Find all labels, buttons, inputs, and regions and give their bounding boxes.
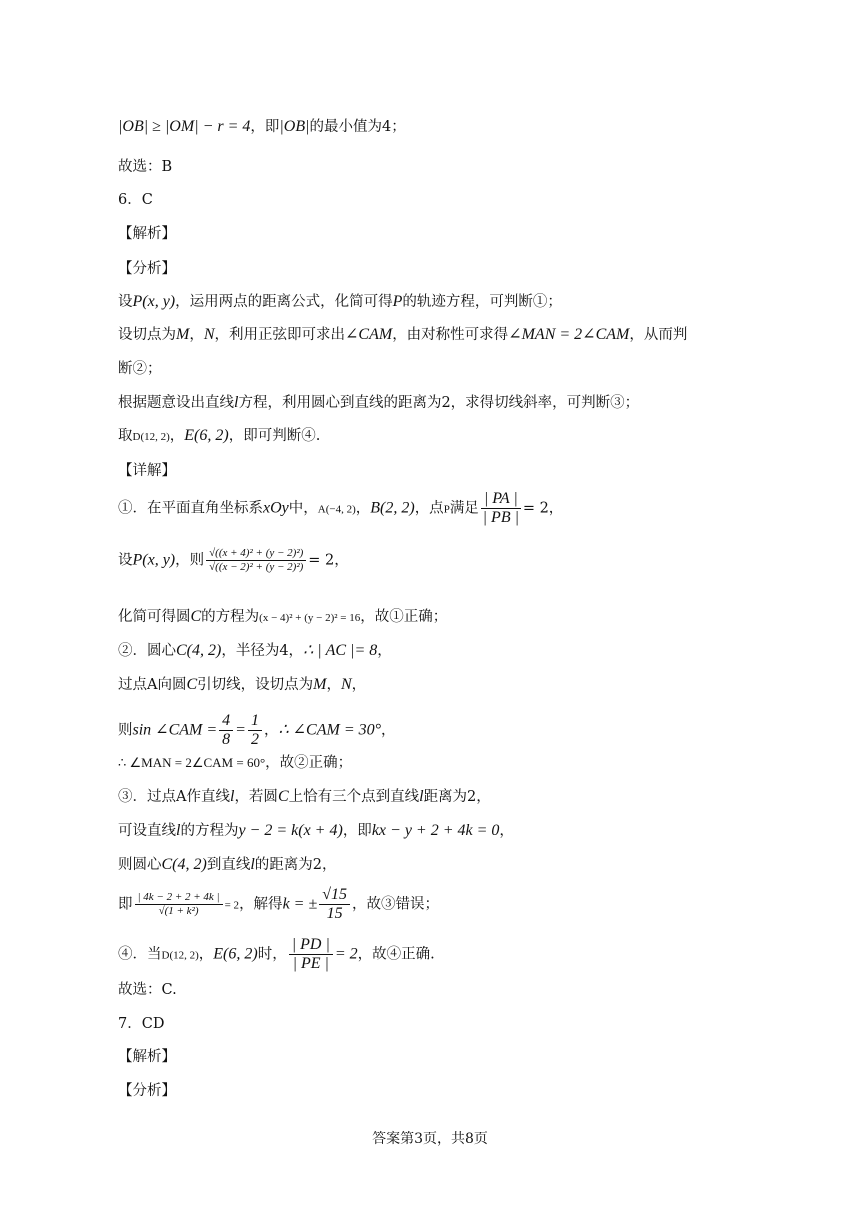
formula: ∴ ∠MAN = 2∠CAM = 60° — [118, 755, 266, 770]
text: ， — [377, 643, 392, 659]
text: 的方程为 — [201, 609, 260, 625]
denominator: √(1 + k²) — [158, 905, 199, 917]
text: 设 — [118, 552, 133, 569]
detail-line — [118, 936, 435, 973]
text: 化简可得圆 — [118, 609, 191, 625]
text: 则圆心 — [118, 857, 162, 873]
text: 的最小值为4； — [309, 119, 406, 135]
text: ， — [263, 722, 279, 739]
detail-line — [118, 787, 491, 807]
detail-line — [118, 753, 352, 773]
detail-line — [118, 712, 396, 749]
formula: |OB| — [279, 118, 310, 135]
formula: xOy — [263, 499, 289, 517]
formula: C(4, 2) — [176, 642, 222, 659]
answer-line: 故选：B — [118, 159, 173, 175]
text: 到直线 — [206, 857, 251, 873]
formula: P(x, y) — [132, 551, 176, 569]
formula: ∠MAN = 2∠CAM — [508, 326, 630, 343]
formula: A(−4, 2) — [317, 503, 356, 516]
text: ，从而判 — [629, 327, 688, 343]
detail-line — [118, 490, 563, 527]
formula: E(6, 2) — [184, 427, 229, 444]
text: 距离为2， — [423, 789, 491, 805]
text: 过点A向圆 — [118, 677, 187, 693]
formula: l — [250, 856, 255, 873]
fraction — [135, 891, 223, 918]
section-heading: 【详解】 — [118, 463, 176, 479]
question-number: 6．C — [118, 192, 153, 208]
text: 取 — [118, 428, 133, 444]
text: ， — [169, 428, 185, 444]
formula: ∠CAM — [345, 326, 393, 343]
text: ，解得 — [239, 896, 283, 913]
detail-line — [118, 675, 366, 695]
text: ，即 — [342, 823, 372, 839]
numerator: 1 — [248, 712, 262, 731]
text: ，即可判断④. — [228, 428, 321, 444]
formula: N — [340, 676, 352, 693]
formula: D(12, 2) — [161, 949, 199, 962]
numerator: | 4k − 2 + 2 + 4k | — [135, 891, 223, 905]
detail-line — [118, 886, 439, 923]
text: 的距离为2， — [254, 857, 337, 873]
formula: N — [203, 326, 215, 343]
text: = 2， — [308, 552, 349, 569]
text: ，则 — [175, 552, 205, 569]
numerator: √15 — [319, 886, 350, 905]
fraction — [206, 547, 306, 574]
analysis-line — [118, 292, 562, 312]
analysis-line — [118, 325, 687, 345]
analysis-line — [118, 426, 320, 447]
text: 方程，利用圆心到直线的距离为2，求得切线斜率，可判断③； — [238, 395, 640, 411]
numerator: √((x + 4)² + (y − 2)²) — [206, 547, 306, 561]
analysis-line: 断②； — [118, 361, 162, 377]
text: ，运用两点的距离公式，化简可得 — [175, 294, 393, 310]
text: 时， — [257, 946, 287, 963]
text: 满足 — [449, 500, 479, 517]
formula: D(12, 2) — [132, 431, 170, 443]
text: ，点 — [414, 500, 444, 517]
text: ，利用正弦即可求出 — [214, 327, 345, 343]
text: 可设直线 — [118, 823, 176, 839]
text: 的方程为 — [180, 823, 239, 839]
text: = 2， — [522, 500, 564, 517]
text: ， — [355, 500, 371, 517]
formula: (x − 4)² + (y − 2)² = 16 — [259, 612, 361, 624]
answer-line: 故选：C. — [118, 982, 177, 998]
analysis-line — [118, 393, 639, 413]
page-footer: 答案第3页，共8页 — [372, 1131, 488, 1147]
section-heading: 【解析】 — [118, 226, 176, 242]
formula: B(2, 2) — [370, 499, 415, 517]
question-number: 7．CD — [118, 1016, 165, 1032]
text: ②．圆心 — [118, 643, 176, 659]
section-heading: 【解析】 — [118, 1049, 176, 1065]
detail-line — [118, 607, 447, 628]
formula: l — [229, 788, 235, 805]
denominator: | PB | — [482, 509, 519, 526]
numerator: | PA | — [481, 490, 521, 509]
denominator: 8 — [222, 731, 231, 748]
formula: k = ± — [282, 895, 318, 913]
section-heading: 【分析】 — [118, 1083, 176, 1099]
formula: l — [234, 394, 239, 411]
text: ③．过点A作直线 — [118, 789, 230, 805]
detail-line — [118, 547, 349, 574]
fraction — [248, 712, 262, 749]
text: ， — [198, 946, 214, 963]
text: 中， — [288, 500, 318, 517]
text: ，半径为4， — [221, 643, 304, 659]
fraction — [219, 712, 233, 749]
formula: kx − y + 2 + 4k = 0 — [371, 822, 500, 839]
text: ，故③错误； — [352, 896, 440, 913]
formula: C — [190, 608, 202, 625]
text: ， — [381, 722, 396, 739]
formula: ∴ ∠CAM = 30° — [278, 721, 382, 739]
line-ob-min — [118, 117, 406, 137]
text: ，由对称性可求得 — [392, 327, 509, 343]
formula: E(6, 2) — [213, 945, 258, 963]
text: ，即 — [250, 119, 280, 135]
text: ④．当 — [118, 946, 162, 963]
formula: P(x, y) — [132, 293, 176, 310]
text: ①．在平面直角坐标系 — [118, 500, 263, 517]
detail-line — [118, 855, 337, 875]
formula: P — [443, 503, 450, 516]
text: 根据题意设出直线 — [118, 395, 234, 411]
text: ， — [326, 677, 341, 693]
text: ，若圆 — [234, 789, 278, 805]
text: ， — [351, 677, 367, 693]
text: ，故②正确； — [265, 755, 353, 771]
section-heading: 【分析】 — [118, 261, 176, 277]
formula: C — [186, 676, 198, 693]
text: 引切线，设切点为 — [197, 677, 314, 693]
text: ， — [499, 823, 514, 839]
formula: l — [419, 788, 424, 805]
denominator: 15 — [326, 905, 343, 922]
formula: = 2 — [224, 899, 240, 912]
detail-line — [118, 821, 514, 841]
formula: M — [313, 676, 327, 693]
formula: P — [392, 293, 403, 310]
fraction — [289, 936, 333, 973]
text: 则 — [118, 722, 133, 739]
formula: l — [176, 822, 181, 839]
text: 即 — [118, 896, 133, 913]
fraction — [481, 490, 521, 527]
detail-line — [118, 641, 392, 661]
numerator: 4 — [219, 712, 233, 731]
denominator: 2 — [250, 731, 259, 748]
text: ，故①正确； — [360, 609, 448, 625]
text: ，故④正确. — [357, 946, 435, 963]
denominator: √((x − 2)² + (y − 2)²) — [209, 561, 304, 573]
formula: C(4, 2) — [161, 856, 207, 873]
text: 设切点为 — [118, 327, 176, 343]
formula: = 2 — [334, 945, 358, 963]
denominator: | PE | — [292, 955, 329, 972]
formula: |OB| ≥ |OM| − r = 4 — [118, 118, 251, 135]
formula: C — [277, 788, 289, 805]
formula: = — [235, 721, 246, 739]
fraction — [319, 886, 350, 923]
text: ， — [189, 327, 204, 343]
formula: M — [176, 326, 190, 343]
text: 上恰有三个点到直线 — [288, 789, 420, 805]
formula: sin ∠CAM = — [132, 721, 218, 739]
formula: y − 2 = k(x + 4) — [238, 822, 343, 839]
numerator: | PD | — [289, 936, 333, 955]
text: 设 — [118, 294, 133, 310]
text: 的轨迹方程，可判断①； — [402, 294, 562, 310]
formula: ∴ | AC |= 8 — [303, 642, 378, 659]
